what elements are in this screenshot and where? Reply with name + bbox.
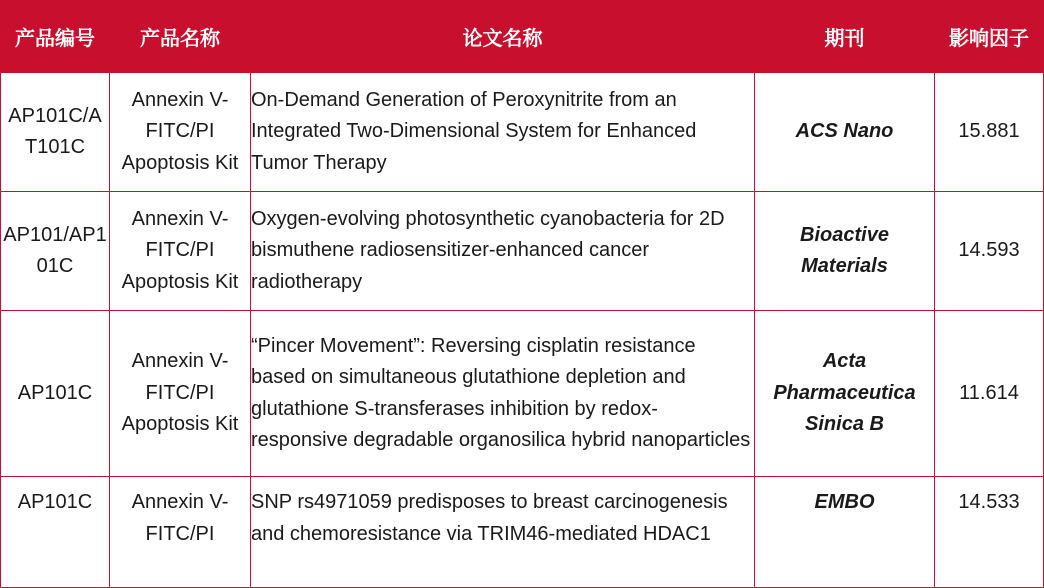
- paper-title-cell: [251, 73, 755, 192]
- product-name-cell: [110, 192, 251, 311]
- paper-title: SNP rs4971059 predisposes to breast carcinogenesis and chemoresistance via TRIM46-mediated HDAC1: [251, 491, 728, 545]
- journal-name: Bioactive Materials: [800, 223, 889, 277]
- product-name-cell: [110, 477, 251, 588]
- journal-cell: [755, 192, 935, 311]
- paper-title-cell: [251, 311, 755, 477]
- header-product-code: 产品编号: [1, 1, 110, 73]
- paper-title: “Pincer Movement”: Reversing cisplatin resistance based on simultaneous glutathione depletion and glutathione S-transferases inhibition by redox-responsive degradable organosilica hybrid nanoparticles: [251, 334, 751, 451]
- product-code: AP101C/AT101C: [8, 104, 102, 158]
- product-code-cell: [1, 73, 110, 192]
- journal-name: EMBO: [814, 491, 875, 513]
- product-name: Annexin V-FITC/PI Apoptosis Kit: [121, 207, 239, 293]
- impact-factor: 14.593: [958, 239, 1020, 262]
- impact-factor: 14.533: [958, 491, 1020, 513]
- paper-title: Oxygen-evolving photosynthetic cyanobacteria for 2D bismuthene radiosensitizer-enhanced cancer radiotherapy: [251, 207, 725, 293]
- impact-factor-cell: [935, 73, 1044, 192]
- table-row: [1, 192, 1044, 311]
- table-row: [1, 311, 1044, 477]
- impact-factor: 11.614: [959, 381, 1019, 404]
- product-code-cell: [1, 477, 110, 588]
- product-name: Annexin V-FITC/PI: [131, 491, 229, 545]
- product-code: AP101C: [17, 381, 93, 404]
- product-name-cell: [110, 311, 251, 477]
- header-journal: 期刊: [755, 1, 935, 73]
- header-product-name: 产品名称: [110, 1, 251, 73]
- journal-cell: [755, 73, 935, 192]
- impact-factor-cell: [935, 311, 1044, 477]
- product-name: Annexin V-FITC/PI Apoptosis Kit: [121, 350, 239, 436]
- journal-cell: [755, 477, 935, 588]
- table-row: [1, 73, 1044, 192]
- impact-factor: 15.881: [958, 120, 1020, 143]
- product-code-cell: [1, 311, 110, 477]
- paper-title-cell: [251, 192, 755, 311]
- product-name: Annexin V-FITC/PI Apoptosis Kit: [121, 88, 239, 174]
- product-code-cell: [1, 192, 110, 311]
- paper-title-cell: [251, 477, 755, 588]
- header-row: [1, 1, 1044, 73]
- impact-factor-cell: [935, 192, 1044, 311]
- journal-name: ACS Nano: [795, 120, 894, 143]
- impact-factor-cell: [935, 477, 1044, 588]
- product-code: AP101C: [17, 491, 93, 513]
- product-code: AP101/AP101C: [3, 223, 107, 277]
- journal-name: Acta Pharmaceutica Sinica B: [773, 350, 916, 436]
- header-impact-factor: 影响因子: [935, 1, 1044, 73]
- paper-title: On-Demand Generation of Peroxynitrite from an Integrated Two-Dimensional System for Enhanced Tumor Therapy: [251, 88, 697, 174]
- product-name-cell: [110, 73, 251, 192]
- header-paper-title: 论文名称: [251, 1, 755, 73]
- table-row: [1, 477, 1044, 588]
- journal-cell: [755, 311, 935, 477]
